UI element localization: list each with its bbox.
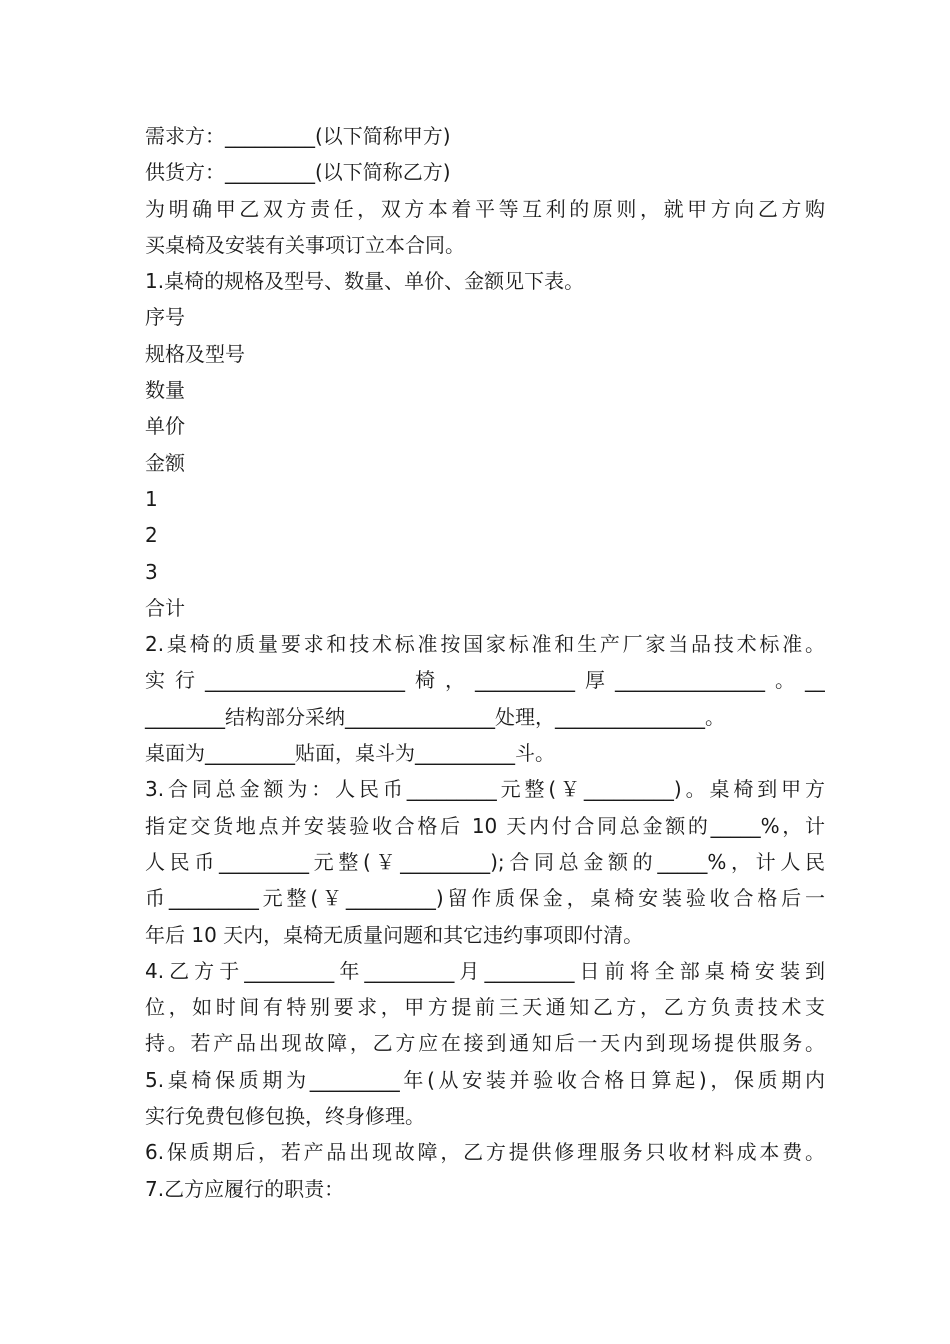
text-line: 规格及型号 bbox=[145, 341, 245, 366]
text-line: 4.乙方于_________年_________月_________日前将全部桌椅安装到 bbox=[145, 958, 825, 983]
text-line: 供货方：_________(以下简称乙方) bbox=[145, 160, 451, 185]
text-line: 单价 bbox=[145, 414, 185, 439]
text-line: 年后 10 天内，桌椅无质量问题和其它违约事项即付清。 bbox=[145, 922, 644, 947]
text-line: 1 bbox=[145, 486, 158, 511]
document-body bbox=[145, 118, 825, 1207]
text-line: 序号 bbox=[145, 305, 185, 330]
text-line: 币_________元整(￥_________)留作质保金，桌椅安装验收合格后一 bbox=[145, 886, 825, 911]
text-line: 实行____________________椅，__________厚_______________。__ bbox=[145, 668, 825, 693]
text-line: 1.桌椅的规格及型号、数量、单价、金额见下表。 bbox=[145, 269, 585, 294]
text-line: 买桌椅及安装有关事项订立本合同。 bbox=[145, 232, 465, 257]
text-line: 3.合同总金额为：人民币_________元整(￥_________)。桌椅到甲方 bbox=[145, 777, 825, 802]
text-line: 为明确甲乙双方责任，双方本着平等互利的原则，就甲方向乙方购 bbox=[145, 196, 825, 221]
text-line: 人民币_________元整(￥_________);合同总金额的_____%，计人民 bbox=[145, 849, 825, 874]
text-line: 位，如时间有特别要求，甲方提前三天通知乙方，乙方负责技术支 bbox=[145, 995, 825, 1020]
text-line: 7.乙方应履行的职责： bbox=[145, 1176, 345, 1201]
text-line: 2.桌椅的质量要求和技术标准按国家标准和生产厂家当品技术标准。 bbox=[145, 632, 825, 657]
text-line: ________结构部分采纳_______________处理，_______________。 bbox=[145, 704, 725, 729]
text-line: 2 bbox=[145, 523, 158, 548]
text-line: 指定交货地点并安装验收合格后 10 天内付合同总金额的_____%，计 bbox=[145, 813, 825, 838]
text-line: 需求方：_________(以下简称甲方) bbox=[145, 124, 451, 148]
text-line: 实行免费包修包换，终身修理。 bbox=[145, 1104, 425, 1129]
text-line: 5.桌椅保质期为_________年(从安装并验收合格日算起)，保质期内 bbox=[145, 1067, 825, 1092]
text-line: 数量 bbox=[145, 378, 185, 403]
text-line: 持。若产品出现故障，乙方应在接到通知后一天内到现场提供服务。 bbox=[145, 1031, 825, 1056]
text-line: 6.保质期后，若产品出现故障，乙方提供修理服务只收材料成本费。 bbox=[145, 1140, 825, 1165]
text-line: 桌面为_________贴面，桌斗为__________斗。 bbox=[145, 741, 555, 766]
text-line: 金额 bbox=[145, 450, 185, 475]
text-line: 3 bbox=[145, 559, 158, 584]
text-line: 合计 bbox=[145, 595, 185, 620]
